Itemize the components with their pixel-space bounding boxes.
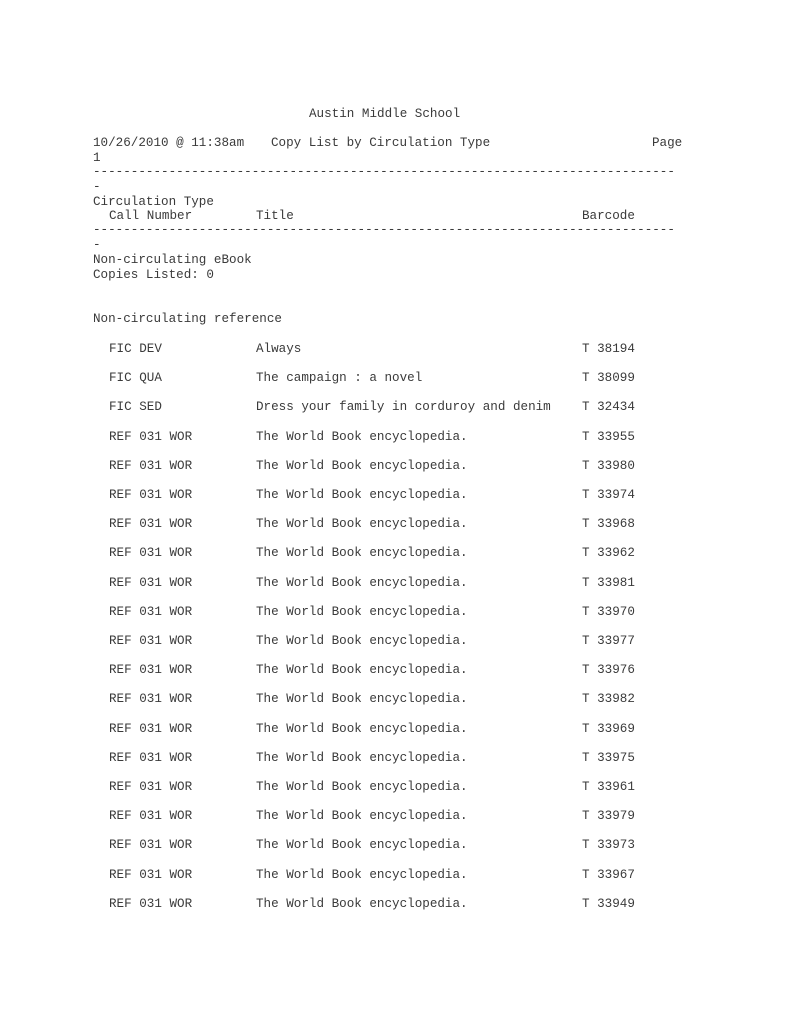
title-cell: The World Book encyclopedia.: [256, 634, 468, 648]
barcode-cell: T 33980: [582, 458, 635, 473]
table-row: [93, 780, 693, 795]
call-number-cell: REF 031 WOR: [109, 634, 193, 648]
barcode-cell: T 33962: [582, 546, 635, 561]
columns-rule: -----------------------------------------------------------------------------: [93, 223, 675, 237]
page-number: 1: [93, 151, 101, 165]
table-row: [93, 371, 693, 386]
title-cell: The campaign : a novel: [256, 371, 423, 386]
barcode-cell: T 33968: [582, 517, 635, 532]
call-number-cell: FIC QUA: [109, 371, 162, 386]
barcode-cell: T 33982: [582, 692, 635, 707]
barcode-cell: T 33949: [582, 896, 635, 911]
table-row: [93, 897, 693, 912]
table-row: [93, 576, 693, 591]
title-cell: The World Book encyclopedia.: [256, 575, 468, 590]
table-row: [93, 692, 693, 707]
title-cell: The World Book encyclopedia.: [256, 692, 468, 707]
call-number-cell: REF 031 WOR: [109, 838, 193, 853]
barcode-cell: T 33977: [582, 634, 635, 648]
table-row: [93, 400, 693, 415]
table-row: [93, 546, 693, 561]
call-number-cell: REF 031 WOR: [109, 750, 193, 765]
report-datetime: 10/26/2010 @ 11:38am: [93, 136, 245, 150]
call-number-cell: REF 031 WOR: [109, 692, 193, 707]
table-row: [93, 430, 693, 445]
table-row: [93, 838, 693, 853]
barcode-cell: T 38099: [582, 371, 635, 386]
copies-listed: Copies Listed: 0: [93, 268, 214, 282]
call-number-cell: FIC DEV: [109, 342, 162, 356]
call-number-cell: REF 031 WOR: [109, 663, 193, 678]
title-cell: Always: [256, 342, 302, 356]
call-number-cell: REF 031 WOR: [109, 488, 193, 502]
call-number-cell: REF 031 WOR: [109, 780, 193, 794]
barcode-cell: T 33975: [582, 750, 635, 765]
section-heading: Non-circulating reference: [93, 312, 282, 326]
table-row: [93, 868, 693, 883]
call-number-cell: FIC SED: [109, 400, 162, 415]
table-row: [93, 342, 693, 357]
barcode-cell: T 33973: [582, 838, 635, 853]
call-number-cell: REF 031 WOR: [109, 896, 193, 911]
barcode-cell: T 38194: [582, 342, 635, 356]
title-cell: The World Book encyclopedia.: [256, 663, 468, 678]
barcode-cell: T 33970: [582, 604, 635, 619]
title-cell: The World Book encyclopedia.: [256, 809, 468, 824]
barcode-cell: T 33976: [582, 663, 635, 678]
call-number-cell: REF 031 WOR: [109, 517, 193, 532]
table-row: [93, 605, 693, 620]
barcode-cell: T 32434: [582, 400, 635, 415]
title-cell: The World Book encyclopedia.: [256, 721, 468, 736]
columns-rule-tail: -: [93, 238, 101, 252]
title-cell: The World Book encyclopedia.: [256, 604, 468, 619]
call-number-cell: REF 031 WOR: [109, 809, 193, 824]
barcode-cell: T 33961: [582, 780, 635, 794]
title-cell: The World Book encyclopedia.: [256, 517, 468, 532]
title-cell: The World Book encyclopedia.: [256, 780, 468, 794]
title-cell: The World Book encyclopedia.: [256, 838, 468, 853]
school-name: Austin Middle School: [309, 107, 461, 121]
barcode-cell: T 33979: [582, 809, 635, 824]
table-row: [93, 809, 693, 824]
column-call-number: Call Number: [109, 209, 193, 223]
call-number-cell: REF 031 WOR: [109, 867, 193, 882]
call-number-cell: REF 031 WOR: [109, 458, 193, 473]
table-row: [93, 634, 693, 649]
table-row: [93, 488, 693, 503]
title-cell: Dress your family in corduroy and denim: [256, 400, 551, 415]
table-row: [93, 722, 693, 737]
barcode-cell: T 33981: [582, 575, 635, 590]
column-barcode: Barcode: [582, 209, 635, 223]
column-circulation-type: Circulation Type: [93, 195, 214, 209]
table-row: [93, 459, 693, 474]
call-number-cell: REF 031 WOR: [109, 546, 193, 561]
table-row: [93, 517, 693, 532]
title-cell: The World Book encyclopedia.: [256, 429, 468, 444]
call-number-cell: REF 031 WOR: [109, 721, 193, 736]
title-cell: The World Book encyclopedia.: [256, 546, 468, 561]
call-number-cell: REF 031 WOR: [109, 429, 193, 444]
header-rule: -----------------------------------------------------------------------------: [93, 165, 675, 179]
title-cell: The World Book encyclopedia.: [256, 750, 468, 765]
call-number-cell: REF 031 WOR: [109, 575, 193, 590]
barcode-cell: T 33974: [582, 488, 635, 502]
title-cell: The World Book encyclopedia.: [256, 458, 468, 473]
report-title: Copy List by Circulation Type: [271, 136, 491, 150]
table-row: [93, 663, 693, 678]
call-number-cell: REF 031 WOR: [109, 604, 193, 619]
title-cell: The World Book encyclopedia.: [256, 896, 468, 911]
barcode-cell: T 33955: [582, 429, 635, 444]
header-rule-tail: -: [93, 180, 101, 194]
column-title: Title: [256, 209, 294, 223]
section-heading: Non-circulating eBook: [93, 253, 252, 267]
table-row: [93, 751, 693, 766]
page-label: Page: [652, 136, 683, 150]
barcode-cell: T 33967: [582, 867, 635, 882]
title-cell: The World Book encyclopedia.: [256, 488, 468, 502]
title-cell: The World Book encyclopedia.: [256, 867, 468, 882]
barcode-cell: T 33969: [582, 721, 635, 736]
